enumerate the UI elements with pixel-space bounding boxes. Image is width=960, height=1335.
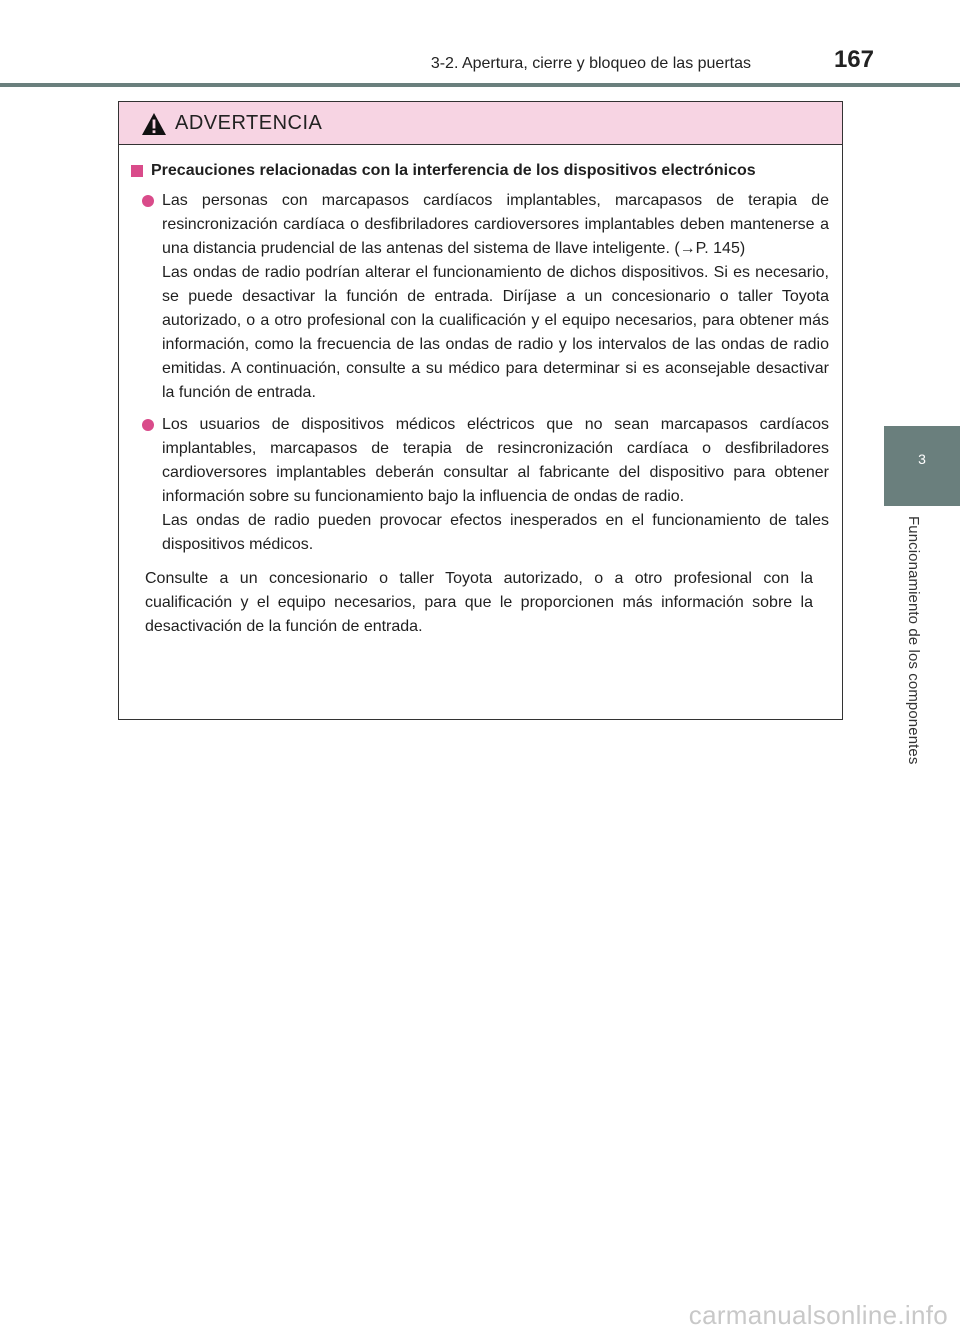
- dot-bullet-icon: [142, 419, 154, 431]
- square-bullet-icon: [131, 165, 143, 177]
- chapter-number: 3: [918, 451, 926, 467]
- chapter-title-wrap: [884, 506, 960, 806]
- warning-box: [118, 101, 843, 720]
- closing-paragraph: Consulte a un concesionario o taller Toyota autorizado, o a otro profesional con la cualificación y el equipo necesarios, para que le proporcionen más información sobre la desactivación de la función de entrada.: [145, 570, 813, 635]
- list-item-text: [162, 189, 829, 405]
- list-item-text: [162, 413, 829, 557]
- warning-triangle-icon: [141, 112, 167, 136]
- list-item: [131, 413, 829, 557]
- chapter-title: Funcionamiento de los componentes: [905, 516, 922, 765]
- paragraph: Las ondas de radio podrían alterar el funcionamiento de dichos dispositivos. Si es necesario, se puede desactivar la función de entrada. Diríjase a un concesionario o taller Toyota autorizado, o a otro profesional con la cualificación y el equipo necesarios, para obtener más información, como la frecuencia de las ondas de radio y los intervalos de las ondas de radio emitidas. A continuación, consulte a su médico para determinar si es aconsejable desactivar la función de entrada.: [162, 264, 829, 401]
- section-title: 3-2. Apertura, cierre y bloqueo de las puertas: [430, 55, 751, 72]
- chapter-tab: [884, 426, 960, 506]
- watermark: carmanualsonline.info: [688, 1300, 948, 1330]
- section-heading: Precauciones relacionadas con la interferencia de los dispositivos electrónicos: [151, 162, 756, 179]
- header-rule: [0, 83, 960, 87]
- page-header: [0, 0, 960, 86]
- warning-title: ADVERTENCIA: [175, 112, 323, 134]
- paragraph: Las ondas de radio pueden provocar efectos inesperados en el funcionamiento de tales dispositivos médicos.: [162, 512, 829, 553]
- dot-bullet-icon: [142, 195, 154, 207]
- paragraph: Las personas con marcapasos cardíacos implantables, marcapasos de terapia de resincronización cardíaca o desfibriladores cardioversores implantables deben mantenerse a una distancia prudencial de las antenas del sistema de llave inteligente. (→P. 145): [162, 192, 829, 257]
- paragraph: Los usuarios de dispositivos médicos eléctricos que no sean marcapasos cardíacos implantables, marcapasos de terapia de resincronización cardíaca o desfibriladores cardioversores implantables deberán consultar al fabricante del dispositivo para obtener información sobre su funcionamiento bajo la influencia de ondas de radio.: [162, 416, 829, 505]
- warning-header: [119, 102, 842, 145]
- warning-body: [119, 145, 842, 639]
- list-item: [131, 189, 829, 405]
- page-number: 167: [833, 46, 874, 73]
- section-heading-row: [131, 159, 829, 183]
